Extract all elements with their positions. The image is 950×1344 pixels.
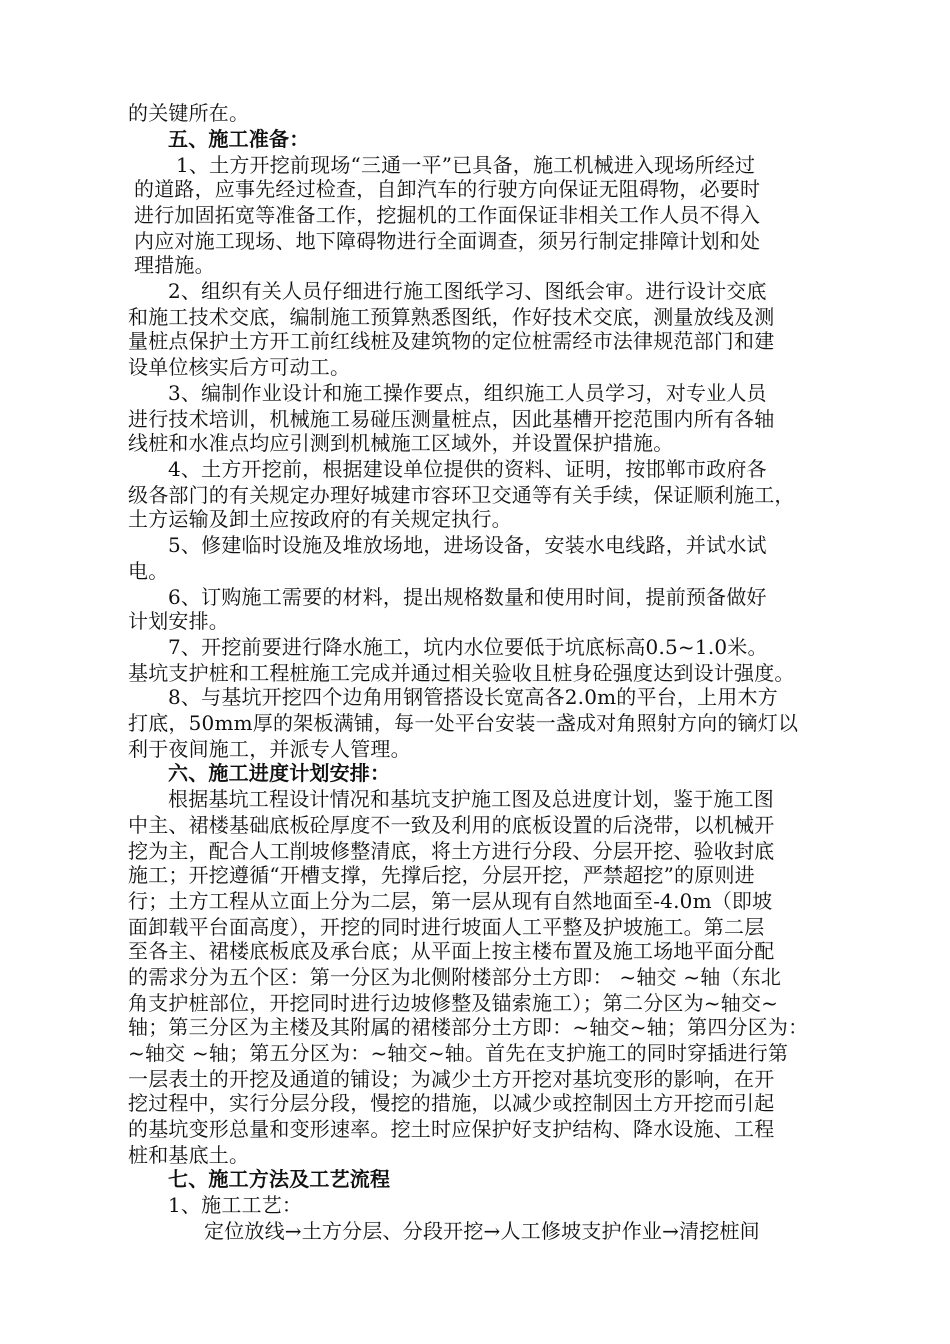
- paragraph-line: 定位放线→土方分层、分段开挖→人工修坡支护作业→清挖桩间: [204, 1219, 760, 1243]
- paragraph-line: 电。: [128, 559, 169, 583]
- paragraph-line: 一层表土的开挖及通道的铺设；为减少土方开挖对基坑变形的影响，在开: [128, 1067, 775, 1091]
- paragraph-line: 的需求分为五个区：第一分区为北侧附楼部分土方即： ~轴交 ~轴（东北: [128, 965, 782, 989]
- paragraph-line: 利于夜间施工，并派专人管理。: [128, 737, 411, 761]
- paragraph-line: 7、开挖前要进行降水施工，坑内水位要低于坑底标高0.5~1.0米。: [168, 635, 768, 659]
- paragraph-line: 角支护桩部位，开挖同时进行边坡修整及锚索施工）；第二分区为~轴交~: [128, 991, 779, 1015]
- paragraph-line: 打底，50mm厚的架板满铺，每一处平台安装一盏成对角照射方向的镝灯以: [128, 711, 799, 735]
- paragraph-line: 至各主、裙楼底板底及承台底；从平面上按主楼布置及施工场地平面分配: [128, 939, 775, 963]
- paragraph-line: 设单位核实后方可动工。: [128, 355, 351, 379]
- paragraph-line: 3、编制作业设计和施工操作要点，组织施工人员学习，对专业人员: [168, 381, 767, 405]
- paragraph-line: 1、施工工艺：: [168, 1193, 303, 1217]
- paragraph-line: 的基坑变形总量和变形速率。挖土时应保护好支护结构、降水设施、工程: [128, 1117, 775, 1141]
- paragraph-line: 的道路，应事先经过检查，自卸汽车的行驶方向保证无阻碍物，必要时: [134, 177, 761, 201]
- paragraph-line: 行；土方工程从立面上分为二层，第一层从现有自然地面至-4.0m（即坡: [128, 889, 773, 913]
- paragraph-line: 桩和基底土。: [128, 1143, 250, 1167]
- paragraph-line: 土方运输及卸土应按政府的有关规定执行。: [128, 507, 512, 531]
- paragraph-line: 挖为主，配合人工削坡修整清底，将土方进行分段、分层开挖、验收封底: [128, 839, 775, 863]
- section-heading: 五、施工准备：: [168, 127, 310, 151]
- paragraph-line: 线桩和水准点均应引测到机械施工区域外，并设置保护措施。: [128, 431, 674, 455]
- section-heading: 六、施工进度计划安排：: [168, 761, 391, 785]
- paragraph-line: 的关键所在。: [128, 101, 250, 125]
- paragraph-line: 内应对施工现场、地下障碍物进行全面调查，须另行制定排障计划和处: [134, 229, 761, 253]
- paragraph-line: 1、土方开挖前现场“三通一平”已具备，施工机械进入现场所经过: [176, 153, 756, 177]
- paragraph-line: 计划安排。: [128, 609, 229, 633]
- paragraph-line: 和施工技术交底，编制施工预算熟悉图纸，作好技术交底，测量放线及测: [128, 305, 775, 329]
- paragraph-line: 5、修建临时设施及堆放场地，进场设备，安装水电线路，并试水试: [168, 533, 767, 557]
- paragraph-line: 进行加固拓宽等准备工作，挖掘机的工作面保证非相关工作人员不得入: [134, 203, 761, 227]
- paragraph-line: 级各部门的有关规定办理好城建市容环卫交通等有关手续，保证顺利施工，: [128, 483, 795, 507]
- paragraph-line: 量桩点保护土方开工前红线桩及建筑物的定位桩需经市法律规范部门和建: [128, 329, 775, 353]
- paragraph-line: 6、订购施工需要的材料，提出规格数量和使用时间，提前预备做好: [168, 585, 767, 609]
- paragraph-line: 施工；开挖遵循“开槽支撑，先撑后挖，分层开挖，严禁超挖”的原则进: [128, 863, 755, 887]
- paragraph-line: 2、组织有关人员仔细进行施工图纸学习、图纸会审。进行设计交底: [168, 279, 767, 303]
- paragraph-line: 根据基坑工程设计情况和基坑支护施工图及总进度计划，鉴于施工图: [168, 787, 774, 811]
- paragraph-line: 挖过程中，实行分层分段，慢挖的措施，以减少或控制因土方开挖而引起: [128, 1091, 775, 1115]
- paragraph-line: 面卸载平台面高度），开挖的同时进行坡面人工平整及护坡施工。第二层: [128, 915, 765, 939]
- section-heading: 七、施工方法及工艺流程: [168, 1167, 391, 1191]
- paragraph-line: 4、土方开挖前，根据建设单位提供的资料、证明，按邯郸市政府各: [168, 457, 767, 481]
- paragraph-line: 理措施。: [134, 253, 215, 277]
- paragraph-line: 基坑支护桩和工程桩施工完成并通过相关验收且桩身砼强度达到设计强度。: [128, 661, 795, 685]
- paragraph-line: ~轴交 ~轴；第五分区为：~轴交~轴。首先在支护施工的同时穿插进行第: [128, 1041, 789, 1065]
- paragraph-line: 进行技术培训，机械施工易碰压测量桩点，因此基槽开挖范围内所有各轴: [128, 407, 775, 431]
- paragraph-line: 中主、裙楼基础底板砼厚度不一致及利用的底板设置的后浇带，以机械开: [128, 813, 775, 837]
- paragraph-line: 8、与基坑开挖四个边角用钢管搭设长宽高各2.0m的平台，上用木方: [168, 685, 778, 709]
- paragraph-line: 轴；第三分区为主楼及其附属的裙楼部分土方即：~轴交~轴；第四分区为：: [128, 1015, 809, 1039]
